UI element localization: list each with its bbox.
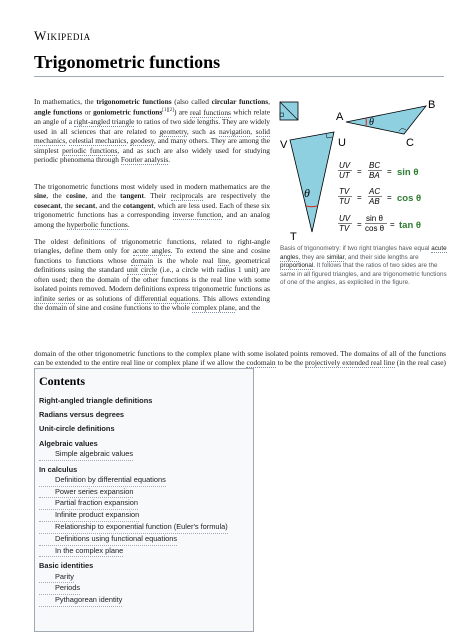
link-real-functions[interactable]: real functions <box>190 107 231 117</box>
svg-text:BA: BA <box>369 171 380 180</box>
vertex-label-u: U <box>338 137 346 149</box>
theta-label-uvt: θ <box>304 186 310 200</box>
link-periodic-functions[interactable]: periodic functions <box>62 145 118 155</box>
toc-subitem[interactable]: Definition by differential equations <box>39 475 166 487</box>
svg-text:TV: TV <box>339 187 350 196</box>
svg-text:AB: AB <box>369 197 380 206</box>
figure-caption: Basis of trigonometry: if two right triangles have equal acute angles, they are similar, and their side lengths are proportional. It follows that the ratios of two sides are the same in all figured triangles, and are trigonometric functions of one of the angles, as explicited in the figure. <box>280 245 447 287</box>
svg-text:sin θ: sin θ <box>366 214 383 223</box>
link-real-line[interactable]: line <box>217 255 229 265</box>
toc-item[interactable]: Right-angled triangle definitions <box>39 396 153 405</box>
svg-text:cos θ: cos θ <box>365 224 385 233</box>
link-inverse-function[interactable]: inverse function <box>172 210 222 220</box>
link-domain[interactable]: domain <box>130 255 154 265</box>
link-navigation[interactable]: navigation <box>219 126 251 136</box>
toc-item[interactable]: Algebraic values <box>39 438 98 448</box>
intro-paragraph-2: The trigonometric functions most widely used in modern mathematics are the sine, the cosine, and the tangent. Their reciprocals are respectively the cosecant, the secant, and the cotangent, which are less used. Each of these six trigonometric functions has a corresponding inverse function, and an analog among the hyperbolic functions. <box>34 182 271 229</box>
link-solid-mechanics[interactable]: solid mechanics <box>34 126 270 146</box>
reference-link[interactable]: [1][2] <box>162 108 174 114</box>
link-geodesy[interactable]: geodesy <box>130 136 155 146</box>
formula-cosine <box>338 187 421 206</box>
toc-subitem[interactable]: Periods <box>39 583 80 595</box>
svg-text:UV: UV <box>339 161 351 170</box>
toc-item[interactable]: Radians versus degrees <box>39 410 125 420</box>
toc-subitem[interactable]: Parity <box>39 572 74 584</box>
link-similar[interactable]: similar <box>326 253 345 261</box>
link-fourier-analysis[interactable]: Fourier analysis <box>120 155 169 165</box>
svg-text:UV: UV <box>339 214 351 223</box>
vertex-label-b: B <box>428 99 436 111</box>
toc-subitem[interactable]: Pythagorean identity <box>39 595 122 607</box>
link-complex-plane[interactable]: complex plane <box>191 303 235 313</box>
title-divider <box>34 76 444 77</box>
vertex-label-a: A <box>336 111 344 123</box>
svg-text:TU: TU <box>339 197 350 206</box>
link-differential-equations[interactable]: differential equations <box>134 293 199 303</box>
link-right-angled-triangle[interactable]: right-angled triangle <box>73 117 135 127</box>
svg-text:tan θ: tan θ <box>399 220 422 231</box>
toc-list <box>39 395 249 607</box>
svg-text:=: = <box>387 193 392 202</box>
link-codomain[interactable]: codomain <box>246 358 276 368</box>
toc-item[interactable]: Basic identities <box>39 561 94 571</box>
page-title: Trigonometric functions <box>34 52 221 72</box>
triangle-abc <box>346 106 426 134</box>
intro-paragraph-1: In mathematics, the trigonometric functions (also called circular functions, angle functions or goniometric functions[1][2]) are real functions which relate an angle of a right-angled triangle to ratios of two side lengths. They are widely used in all sciences that are related to geometry, such as navigation, solid mechanics, celestial mechanics, geodesy, and many others. They are among the simplest periodic functions, and as such are also widely used for studying periodic phenomena through Fourier analysis. <box>34 97 271 165</box>
intro-paragraph-3-continued: domain of the other trigonometric functions to the complex plane with some isolated points removed. The domains of all of the functions can be extended to the entire real line or complex plane if we allow the codomain to be the projectively extended real line (in the real case) <box>34 349 446 377</box>
formula-sine <box>338 161 419 180</box>
toc-subitem[interactable]: Definitions using functional equations <box>39 534 177 546</box>
svg-text:UT: UT <box>339 171 350 180</box>
vertex-label-v: V <box>280 139 288 151</box>
svg-text:TV: TV <box>339 224 350 233</box>
toc-title: Contents <box>39 374 86 388</box>
toc-subitem[interactable]: Partial fraction expansion <box>39 498 138 510</box>
theta-label-abc: θ <box>369 117 374 128</box>
triangle-uvt <box>290 132 334 232</box>
vertex-label-c: C <box>406 137 414 149</box>
link-celestial-mechanics[interactable]: celestial mechanics <box>69 136 127 146</box>
link-hyperbolic-functions[interactable]: hyperbolic functions <box>66 219 128 229</box>
link-proportional[interactable]: proportional <box>280 262 314 270</box>
svg-text:=: = <box>357 167 362 176</box>
link-unit-circle[interactable]: unit circle <box>126 265 158 275</box>
table-of-contents <box>34 368 254 632</box>
toc-subitem[interactable]: Infinite product expansion <box>39 510 139 522</box>
link-geometry[interactable]: geometry <box>159 126 187 136</box>
svg-text:=: = <box>357 220 362 229</box>
svg-text:=: = <box>390 220 395 229</box>
link-acute-angles[interactable]: acute angles <box>132 246 171 256</box>
link-acute-angles-caption[interactable]: acute angles <box>280 245 447 261</box>
toc-subitem[interactable]: Simple algebraic values <box>39 449 133 461</box>
svg-text:=: = <box>357 193 362 202</box>
trigonometry-figure[interactable] <box>278 94 448 244</box>
svg-text:sin θ: sin θ <box>397 167 419 178</box>
link-reciprocals[interactable]: reciprocals <box>170 191 203 201</box>
toc-subitem[interactable]: In the complex plane <box>39 546 123 558</box>
formula-tangent <box>338 214 421 233</box>
vertex-label-t: T <box>290 231 297 243</box>
link-infinite-series[interactable]: infinite series <box>34 293 76 303</box>
intro-paragraph-3: The oldest definitions of trigonometric functions, related to right-angle triangles, define them only for acute angles. To extend the sine and cosine functions to functions whose domain is the whole real line, geometrical definitions using the standard unit circle (i.e., a circle with radius 1 unit) are often used; then the domain of the other functions is the real line with some isolated points removed. Modern definitions express trigonometric functions as infinite series or as solutions of differential equations. This allows extending the domain of sine and cosine functions to the whole complex plane, and the <box>34 237 270 313</box>
link-projectively-extended-real-line[interactable]: projectively extended real line <box>305 358 395 368</box>
svg-text:AC: AC <box>369 187 381 196</box>
toc-item[interactable]: Unit-circle definitions <box>39 424 115 434</box>
svg-text:cos θ: cos θ <box>397 193 422 204</box>
svg-text:=: = <box>387 167 392 176</box>
toc-subitem[interactable]: Power series expansion <box>39 487 133 499</box>
toc-subitem[interactable]: Relationship to exponential function (Euler's formula) <box>39 522 228 534</box>
svg-text:BC: BC <box>369 161 381 170</box>
toc-item[interactable]: In calculus <box>39 464 78 474</box>
wikipedia-logo[interactable]: Wikipedia <box>34 28 91 43</box>
